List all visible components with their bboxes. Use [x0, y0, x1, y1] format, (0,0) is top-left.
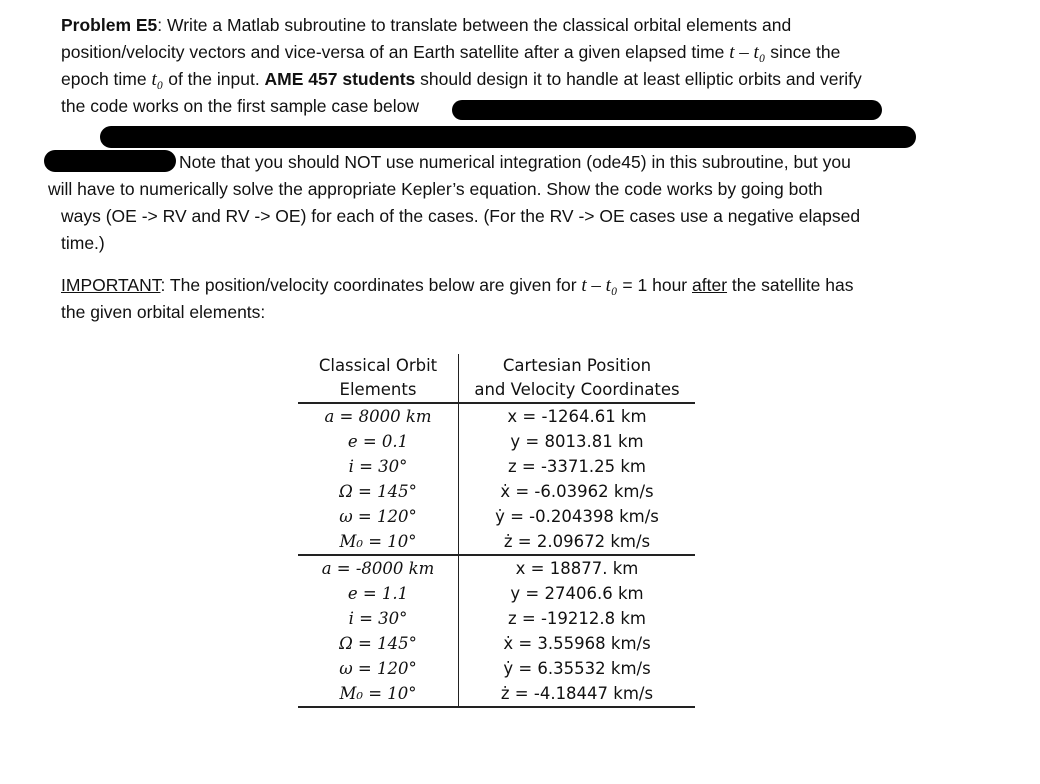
important-time-expr: t – t₀: [581, 275, 618, 296]
case2-zdot: ż = -4.18447 km/s: [459, 681, 696, 707]
problem-title: Problem E5: [61, 15, 158, 35]
important-text-1c: the satellite has: [727, 275, 854, 295]
note-line-3: ways (OE -> RV and RV -> OE) for each of the cases. (For the RV -> OE cases use a negative elapsed: [61, 206, 861, 226]
note-line-2: will have to numerically solve the appropriate Kepler’s equation. Show the code works by going both: [48, 179, 823, 199]
case1-mean-anomaly: M₀ = 10°: [298, 529, 459, 555]
problem-line-2: [61, 39, 1021, 66]
case1-ydot: ẏ = -0.204398 km/s: [495, 507, 659, 526]
table-row: [298, 555, 695, 581]
problem-line-3: [61, 66, 1021, 93]
case2-semimajor-axis: a = -8000 km: [298, 555, 459, 581]
header-row-2: [298, 378, 695, 403]
case1-arg-periapsis: ω = 120°: [298, 504, 459, 529]
header-left-1: Classical Orbit: [298, 354, 459, 378]
epoch-symbol: t₀: [151, 69, 164, 90]
header-right-1: Cartesian Position: [502, 356, 652, 375]
table-row: [298, 631, 695, 656]
case2-inclination: i = 30°: [298, 606, 459, 631]
case2-raan: Ω = 145°: [298, 631, 459, 656]
case1-z: z = -3371.25 km: [507, 457, 647, 476]
table-row: [298, 429, 695, 454]
problem-text-3c: should design it to handle at least elliptic orbits and verify: [415, 69, 862, 89]
case1-raan: Ω = 145°: [298, 479, 459, 504]
case2-x: x = 18877. km: [515, 559, 639, 578]
problem-text-3a: epoch time: [61, 69, 152, 89]
case1-inclination: i = 30°: [298, 454, 459, 479]
case2-eccentricity: e = 1.1: [298, 581, 459, 606]
table-row: [298, 581, 695, 606]
case2-mean-anomaly: M₀ = 10°: [298, 681, 459, 707]
note-paragraph: [48, 149, 1021, 257]
table-row: [298, 454, 695, 479]
case1-x: x = -1264.61 km: [507, 407, 647, 426]
case1-zdot: ż = 2.09672 km/s: [459, 529, 696, 555]
case2-y: y = 27406.6 km: [510, 584, 644, 603]
redaction-bar-2: [100, 126, 916, 148]
table-row: [298, 403, 695, 429]
table-row: [298, 606, 695, 631]
header-row-1: [298, 354, 695, 378]
header-right-2: and Velocity Coordinates: [459, 378, 696, 403]
case1-semimajor-axis: a = 8000 km: [298, 403, 459, 429]
note-line-1: Note that you should NOT use numerical integration (ode45) in this subroutine, but you: [179, 152, 851, 172]
case2-z: z = -19212.8 km: [507, 609, 647, 628]
table-row: [298, 681, 695, 707]
case1-eccentricity: e = 0.1: [298, 429, 459, 454]
problem-text-4: the code works on the first sample case below: [61, 96, 419, 116]
important-paragraph: [61, 272, 1021, 326]
header-left-2: Elements: [298, 378, 459, 403]
redaction-bar-1: [452, 100, 882, 120]
table-row: [298, 529, 695, 555]
table-row: [298, 479, 695, 504]
table-row: [298, 656, 695, 681]
important-text-1b: = 1 hour: [617, 275, 692, 295]
after-word: after: [692, 275, 728, 295]
case2-xdot: ẋ = 3.55968 km/s: [503, 634, 651, 653]
problem-text-3b: of the input.: [163, 69, 265, 89]
important-line-2: the given orbital elements:: [61, 302, 266, 322]
ame-students-label: AME 457 students: [264, 69, 416, 89]
case2-arg-periapsis: ω = 120°: [298, 656, 459, 681]
problem-line-1: [61, 12, 1021, 39]
problem-text-2b: since the: [765, 42, 841, 62]
problem-text-2a: position/velocity vectors and vice-versa of an Earth satellite after a given elapsed time: [61, 42, 730, 62]
orbit-table: [298, 354, 695, 708]
important-line-1: [61, 272, 1021, 299]
problem-text-1: : Write a Matlab subroutine to translate between the classical orbital elements and: [157, 15, 792, 35]
important-text-1a: : The position/velocity coordinates below are given for: [160, 275, 582, 295]
elapsed-time-expr: t – t₀: [729, 42, 766, 63]
table-row: [298, 504, 695, 529]
case1-y: y = 8013.81 km: [510, 432, 644, 451]
note-line-4: time.): [61, 233, 105, 253]
case1-xdot: ẋ = -6.03962 km/s: [500, 482, 654, 501]
case2-ydot: ẏ = 6.35532 km/s: [503, 659, 651, 678]
important-label: IMPORTANT: [61, 275, 161, 295]
